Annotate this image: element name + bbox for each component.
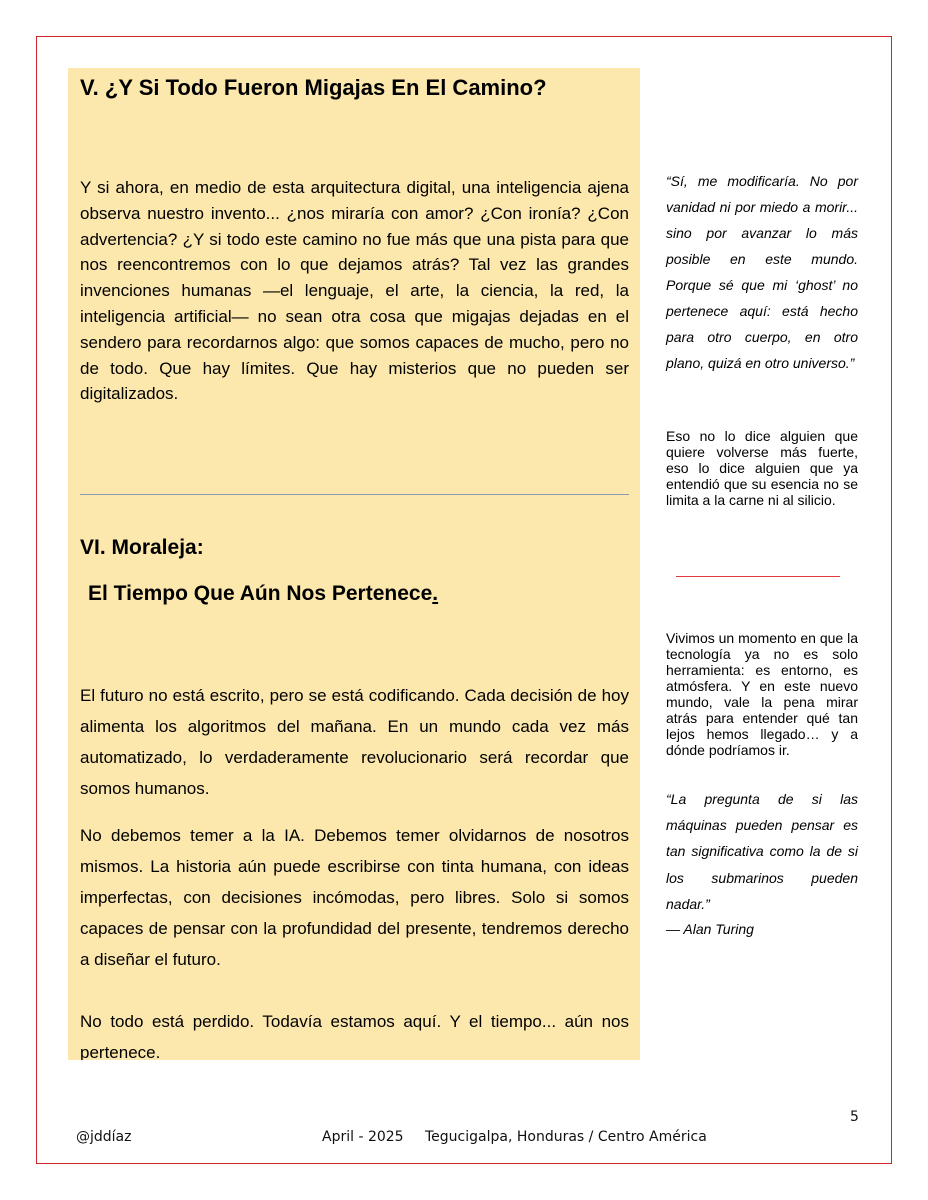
- footer-date: April - 2025: [322, 1129, 404, 1145]
- sidebar-quote-author: — Alan Turing: [666, 921, 754, 937]
- sidebar-divider: [676, 576, 840, 577]
- section-5-heading: V. ¿Y Si Todo Fueron Migajas En El Camino?: [80, 75, 547, 100]
- sidebar-quote-turing: “La pregunta de si las máquinas pueden pensar es tan significativa como la de si los submarinos pueden nadar.”: [666, 791, 858, 912]
- section-6-paragraph-1: El futuro no está escrito, pero se está codificando. Cada decisión de hoy alimenta los algoritmos del mañana. En un mundo cada vez más automatizado, lo verdaderamente revolucionario será recordar que somos humanos.: [80, 686, 629, 798]
- section-5-paragraph: Y si ahora, en medio de esta arquitectura digital, una inteligencia ajena observa nuestro invento... ¿nos miraría con amor? ¿Con ironía? ¿Con advertencia? ¿Y si todo este camino no fue más que una pista para que nos reencontremos con lo que dejamos atrás? Tal vez las grandes invenciones humanas —el lenguaje, el arte, la ciencia, la red, la inteligencia artificial— no sean otra cosa que migajas dejadas en el sendero para recordarnos algo: que somos capaces de mucho, pero no de todo. Que hay límites. Que hay misterios que no pueden ser digitalizados.: [80, 178, 629, 404]
- footer-location: Tegucigalpa, Honduras / Centro América: [425, 1129, 707, 1145]
- section-6-subheading-period: .: [432, 582, 439, 605]
- section-6-subheading-text: El Tiempo Que Aún Nos Pertenece: [88, 582, 433, 605]
- main-column: [68, 68, 640, 1060]
- sidebar-intro-text: Vivimos un momento en que la tecnología ya no es solo herramienta: es entorno, es atmósfera. Y en este nuevo mundo, vale la pena mirar atrás para entender qué tan lejos hemos llegado… y a dónde podríamos ir.: [666, 630, 858, 758]
- section-6-subheading: [88, 580, 438, 608]
- sidebar-commentary: Eso no lo dice alguien que quiere volverse más fuerte, eso lo dice alguien que ya entendió que su esencia no se limita a la carne ni al silicio.: [666, 428, 858, 508]
- footer-author-handle: @jddíaz: [76, 1129, 132, 1145]
- section-6-heading: VI. Moraleja:: [80, 536, 204, 559]
- page-number: 5: [850, 1109, 859, 1125]
- section-divider: [80, 494, 629, 495]
- section-6-paragraph-2: No debemos temer a la IA. Debemos temer olvidarnos de nosotros mismos. La historia aún puede escribirse con tinta humana, con ideas imperfectas, con decisiones incómodas, pero libres. Solo si somos capaces de pensar con la profundidad del presente, tendremos derecho a diseñar el futuro.: [80, 826, 629, 969]
- section-6-paragraph-3: No todo está perdido. Todavía estamos aquí. Y el tiempo... aún nos pertenece.: [80, 1012, 629, 1060]
- sidebar-quote-ghost: “Sí, me modificaría. No por vanidad ni por miedo a morir... sino por avanzar lo más posible en este mundo. Porque sé que mi ‘ghost’ no pertenece aquí: está hecho para otro cuerpo, en otro plano, quizá en otro universo.”: [666, 173, 858, 371]
